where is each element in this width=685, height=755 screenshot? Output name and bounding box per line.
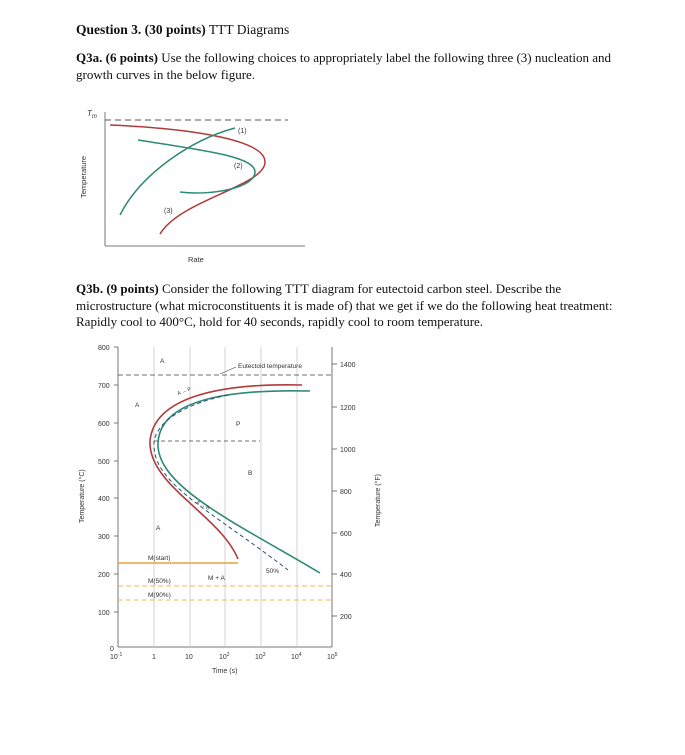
- eutectoid-label: Eutectoid temperature: [238, 363, 302, 370]
- label-m90: M(90%): [148, 592, 171, 599]
- c-tick-700: 700: [98, 383, 110, 390]
- q3b-text: Consider the following TTT diagram for eutectoid carbon steel. Describe the microstructure (what microconstituents it is made of) that we get if we do the following heat treatment: Rapidly cool to 400°C, hold for 40 seconds, rapidly cool to room temperature.: [76, 281, 613, 329]
- fig1-curve-3: [120, 128, 235, 215]
- c-tick-600: 600: [98, 421, 110, 428]
- t-tick-4: $10^3$: [255, 652, 266, 661]
- fig1-tm-label: $T_m$: [87, 109, 97, 120]
- time-ticks: [110, 652, 338, 661]
- ttt-y-left-label: Temperature (°C): [79, 469, 86, 523]
- label-a-to-p: A → P: [176, 386, 193, 397]
- label-a-left: A: [135, 402, 140, 409]
- ttt-finish-curve: [158, 391, 320, 573]
- c-tick-500: 500: [98, 459, 110, 466]
- c-tick-0: 0: [110, 646, 114, 653]
- label-a-top: A: [160, 358, 165, 365]
- t-tick-1: 1: [152, 654, 156, 661]
- q3b-prompt: [76, 281, 636, 331]
- question-title: [76, 22, 289, 38]
- q3b-label: Q3b. (9 points): [76, 281, 159, 296]
- f-tick-400: 400: [340, 572, 352, 579]
- ttt-diagram: [70, 335, 400, 695]
- t-tick-5: $10^4$: [291, 652, 302, 661]
- fig1-label-1: (1): [238, 128, 247, 135]
- fig1-label-2: (2): [234, 163, 243, 170]
- f-tick-1400: 1400: [340, 362, 356, 369]
- nucleation-growth-figure: [60, 100, 310, 270]
- label-m-start: M(start): [148, 555, 171, 562]
- f-tick-1200: 1200: [340, 405, 356, 412]
- label-m50: M(50%): [148, 578, 171, 585]
- label-a-to-b: A → B: [195, 499, 211, 512]
- c-tick-100: 100: [98, 610, 110, 617]
- ttt-x-axis-label: Time (s): [212, 668, 238, 675]
- fig1-label-3: (3): [164, 208, 173, 215]
- q3a-label: Q3a. (6 points): [76, 50, 158, 65]
- label-b: B: [248, 470, 253, 477]
- question-title-rest: TTT Diagrams: [205, 22, 290, 37]
- fig1-curve-1: [110, 125, 265, 234]
- fahrenheit-ticks: [340, 362, 356, 621]
- t-tick-3: $10^2$: [219, 652, 230, 661]
- t-tick-2: 10: [185, 654, 193, 661]
- f-tick-1000: 1000: [340, 447, 356, 454]
- label-m-plus-a: M + A: [208, 575, 225, 582]
- celsius-ticks: [98, 345, 114, 653]
- fig1-x-axis-label: Rate: [188, 255, 204, 264]
- t-tick-0: $10^{-1}$: [110, 652, 123, 661]
- c-tick-200: 200: [98, 572, 110, 579]
- q3a-prompt: [76, 50, 636, 83]
- f-tick-600: 600: [340, 531, 352, 538]
- c-tick-400: 400: [98, 496, 110, 503]
- ttt-50pct-curve: [154, 395, 288, 570]
- c-tick-300: 300: [98, 534, 110, 541]
- t-tick-6: $10^5$: [327, 652, 338, 661]
- label-50pct: 50%: [266, 568, 280, 575]
- f-tick-200: 200: [340, 614, 352, 621]
- f-tick-800: 800: [340, 489, 352, 496]
- ttt-y-right-label: Temperature (°F): [375, 474, 382, 527]
- label-p: P: [236, 421, 241, 428]
- label-a-low: A: [156, 525, 161, 532]
- c-tick-800: 800: [98, 345, 110, 352]
- fig1-y-axis-label: Temperature: [79, 155, 88, 198]
- question-title-bold: Question 3. (30 points): [76, 22, 206, 37]
- q3a-text: Use the following choices to appropriately label the following three (3) nucleation and growth curves in the below figure.: [76, 50, 612, 82]
- ttt-start-curve: [150, 385, 302, 559]
